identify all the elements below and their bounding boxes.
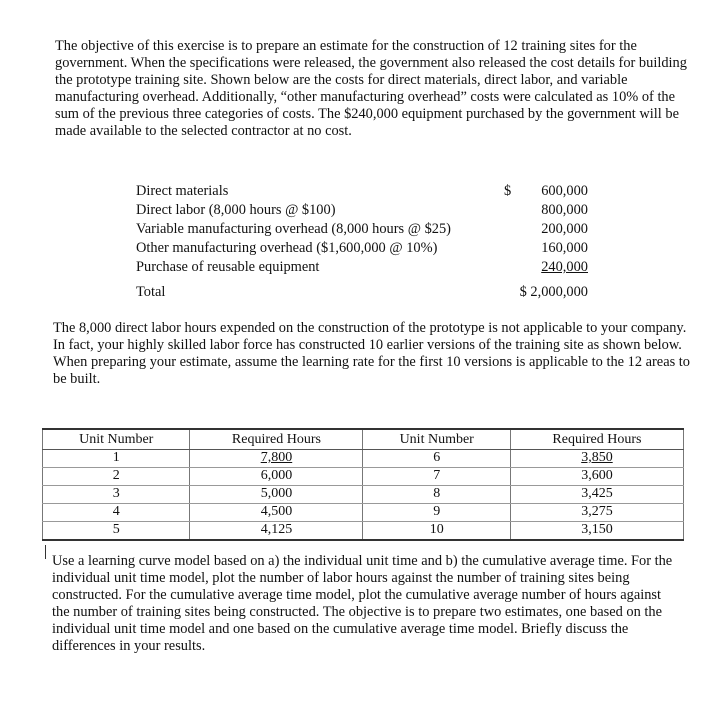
required-hours-cell: 3,275 xyxy=(510,504,683,522)
total-label: Total xyxy=(136,284,166,300)
cost-amount: 600,000 xyxy=(541,183,588,199)
unit-number-cell: 7 xyxy=(363,468,510,486)
unit-number-cell: 2 xyxy=(43,468,190,486)
unit-number-cell: 6 xyxy=(363,450,510,468)
required-hours-cell: 3,850 xyxy=(510,450,683,468)
table-row xyxy=(43,504,684,522)
cost-row-variable-overhead xyxy=(136,220,588,239)
currency-symbol: $ xyxy=(504,183,512,199)
currency-symbol xyxy=(504,201,520,220)
unit-number-cell: 3 xyxy=(43,486,190,504)
cost-label: Purchase of reusable equipment xyxy=(136,259,320,275)
text-cursor xyxy=(45,545,46,559)
cost-amount: 200,000 xyxy=(541,221,588,237)
required-hours-cell: 5,000 xyxy=(190,486,363,504)
required-hours-cell: 6,000 xyxy=(190,468,363,486)
cost-amount: 800,000 xyxy=(541,202,588,218)
note-paragraph: The 8,000 direct labor hours expended on the construction of the prototype is not applicable to your company. In fact, your highly skilled labor force has constructed 10 earlier versions of the training site as shown below. When preparing your estimate, assume the learning rate for the first 10 versions is applicable to the 12 areas to be built. xyxy=(53,320,690,387)
table-header-row xyxy=(43,429,684,450)
cost-row-total xyxy=(136,283,588,302)
unit-number-cell: 8 xyxy=(363,486,510,504)
unit-number-cell: 5 xyxy=(43,522,190,541)
instructions-paragraph: Use a learning curve model based on a) the individual unit time and b) the cumulative average time. For the individual unit time model, plot the number of labor hours against the number of training sites being constructed. For the cumulative average time model, plot the cumulative average number of hours against the number of training sites being constructed. The objective is to prepare two estimates, one based on the individual unit time model and one based on the cumulative average time model. Briefly discuss the differences in your results. xyxy=(52,553,673,654)
table-row xyxy=(43,522,684,541)
currency-symbol xyxy=(504,239,520,258)
unit-number-cell: 10 xyxy=(363,522,510,541)
cost-row-equipment xyxy=(136,258,588,277)
unit-number-cell: 9 xyxy=(363,504,510,522)
required-hours-table xyxy=(42,428,684,541)
cost-label: Direct labor (8,000 hours @ $100) xyxy=(136,202,336,218)
required-hours-cell: 3,600 xyxy=(510,468,683,486)
cost-amount: 160,000 xyxy=(541,240,588,256)
currency-symbol xyxy=(504,220,520,239)
cost-amount: 240,000 xyxy=(541,259,588,275)
cost-label: Direct materials xyxy=(136,183,229,199)
table-row xyxy=(43,450,684,468)
unit-number-cell: 1 xyxy=(43,450,190,468)
required-hours-cell: 3,150 xyxy=(510,522,683,541)
required-hours-cell: 4,125 xyxy=(190,522,363,541)
intro-paragraph: The objective of this exercise is to prepare an estimate for the construction of 12 training sites for the government. When the specifications were released, the government also released the cost details for building the prototype training site. Shown below are the costs for direct materials, direct labor, and variable manufacturing overhead. Additionally, “other manufacturing overhead” costs were calculated as 10% of the sum of the previous three categories of costs. The $240,000 equipment purchased by the government will be made available to the selected contractor at no cost. xyxy=(55,38,687,139)
table-row xyxy=(43,486,684,504)
unit-number-cell: 4 xyxy=(43,504,190,522)
total-amount: $ 2,000,000 xyxy=(519,284,588,300)
cost-row-other-overhead xyxy=(136,239,588,258)
cost-row-direct-materials xyxy=(136,182,588,201)
table-row xyxy=(43,468,684,486)
required-hours-cell: 4,500 xyxy=(190,504,363,522)
required-hours-cell: 3,425 xyxy=(510,486,683,504)
cost-label: Other manufacturing overhead ($1,600,000 @ 10%) xyxy=(136,240,438,256)
header-unit-number: Unit Number xyxy=(43,429,190,450)
cost-breakdown xyxy=(136,182,588,302)
currency-symbol xyxy=(504,258,520,277)
header-required-hours: Required Hours xyxy=(510,429,683,450)
header-unit-number: Unit Number xyxy=(363,429,510,450)
cost-row-direct-labor xyxy=(136,201,588,220)
cost-label: Variable manufacturing overhead (8,000 hours @ $25) xyxy=(136,221,451,237)
header-required-hours: Required Hours xyxy=(190,429,363,450)
required-hours-cell: 7,800 xyxy=(190,450,363,468)
